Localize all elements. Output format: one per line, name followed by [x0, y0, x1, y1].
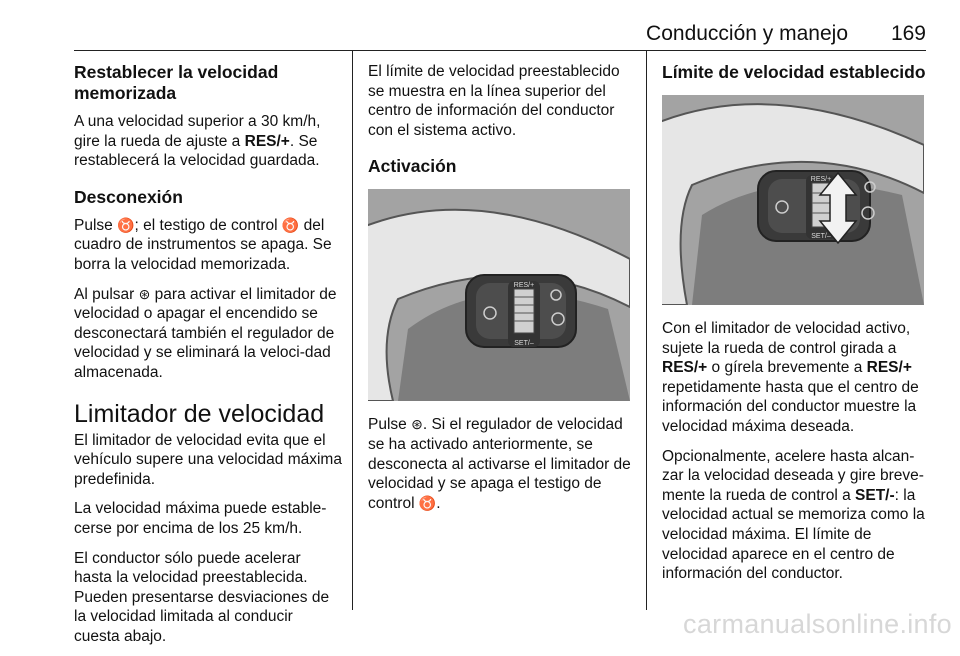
paragraph-limiter-3: El conductor sólo puede acelerar hasta la velocidad preestablecida. Pueden presentarse desviaciones de la velocidad limitada al conducir cuesta abajo.: [74, 549, 330, 645]
heading-activation: Activación: [368, 156, 457, 177]
watermark: carmanualsonline.info: [683, 609, 952, 639]
cruise-control-icon: ♉: [418, 494, 437, 511]
column-3: [662, 62, 928, 594]
speed-limiter-icon: ⊛: [138, 285, 151, 302]
heading-restore-speed: Restablecer la velocidad memorizada: [74, 62, 279, 103]
paragraph-limit-display: El límite de velocidad preestablecido se muestra en la línea superior del centro de información del conductor con el sistema activo.: [368, 63, 620, 139]
column-divider: [352, 50, 353, 610]
res-label: RES/+: [513, 282, 535, 290]
column-1: [74, 62, 342, 656]
column-2: [368, 62, 636, 523]
heading-set-limit: Límite de velocidad establecido: [662, 62, 926, 82]
paragraph-limiter-2: La velocidad máxima puede estable‐cerse por encima de los 25 km/h.: [74, 500, 327, 537]
paragraph-set-limit-1: Con el limitador de velocidad activo, sujete la rueda de control girada a RES/+ o gírela brevemente a RES/+ repetidamente hasta que el centro de información del conductor muestre la velocidad máxima deseada.: [662, 320, 919, 435]
cruise-control-icon: ♉: [117, 216, 135, 233]
page-header: [74, 0, 926, 51]
paragraph-limiter-1: El limitador de velocidad evita que el vehículo supere una velocidad máxima predefinida.: [74, 431, 342, 488]
paragraph-restore: A una velocidad superior a 30 km/h, gire la rueda de ajuste a RES/+. Se restablecerá la velocidad guardada.: [74, 113, 321, 170]
page-number: 169: [890, 22, 926, 45]
paragraph-disconnect-1: Pulse ♉; el testigo de control ♉ del cuadro de instrumentos se apaga. Se borra la velocidad memorizada.: [74, 216, 332, 273]
heading-disconnect: Desconexión: [74, 186, 183, 207]
paragraph-disconnect-2: Al pulsar ⊛ para activar el limitador de velocidad o apagar el encendido se desconectará también el regulador de velocidad y se eliminará la veloci‐dad almacenada.: [74, 285, 337, 381]
steering-wheel-figure: [368, 189, 630, 401]
paragraph-set-limit-2: Opcionalmente, acelere hasta alcan‐zar la velocidad deseada y gire breve‐mente la rueda de control a SET/-: la velocidad actual se memoriza como la velocidad máxima. El límite de velocidad aparece en el centro de información del conductor.: [662, 447, 925, 583]
set-label: SET/–: [811, 233, 831, 240]
res-label: RES/+: [810, 176, 832, 183]
cruise-control-icon: ♉: [281, 216, 300, 233]
column-divider: [646, 50, 647, 610]
header-title: Conducción y manejo: [646, 22, 848, 45]
speed-limiter-icon: ⊛: [411, 416, 423, 433]
paragraph-activation: Pulse ⊛. Si el regulador de velocidad se ha activado anteriormente, se desconecta al activarse el limitador de velocidad y se apaga el testigo de control ♉.: [368, 416, 631, 512]
set-label: SET/–: [514, 340, 534, 348]
heading-speed-limiter: Limitador de velocidad: [74, 399, 325, 428]
steering-wheel-arrow-figure: [662, 95, 924, 305]
